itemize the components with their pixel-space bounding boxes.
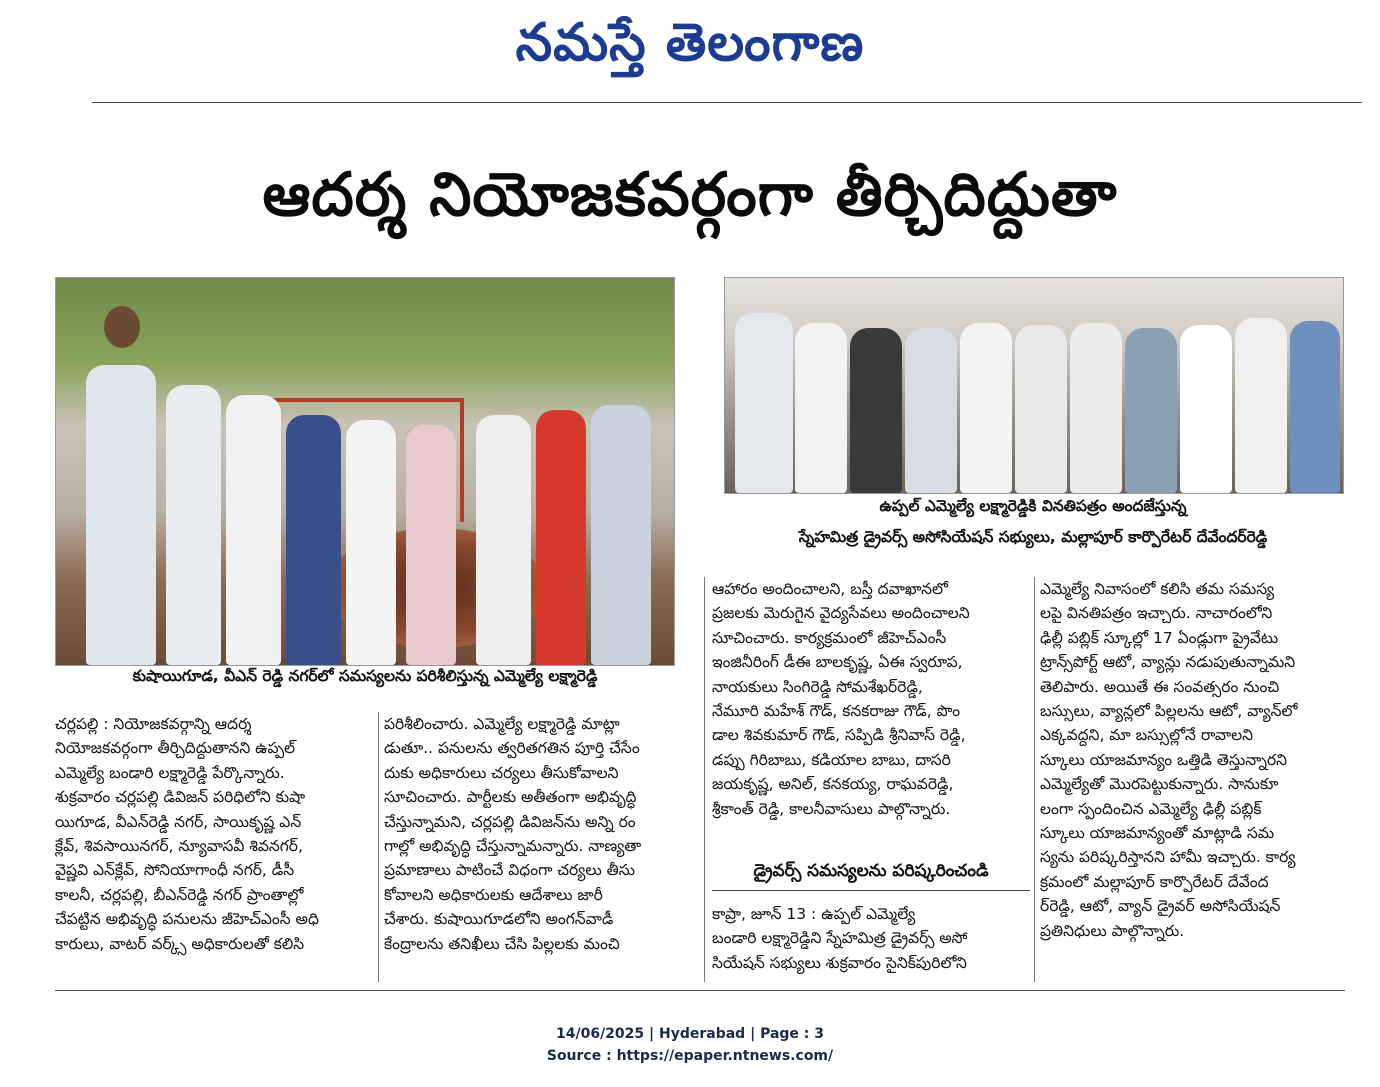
- article-column-1: [55, 712, 373, 956]
- text-line: నాయకులు సింగిరెడ్డి సోమశేఖర్‌రెడ్డి,: [712, 677, 923, 696]
- text-line: ప్రమాణాలు పాటించే విధంగా చర్యలు తీసు: [384, 861, 635, 880]
- text-line: డుతూ.. పనులను త్వరితగతిన పూర్తి చేసేం: [384, 739, 640, 758]
- text-line: ఢిల్లీ పబ్లిక్‌ స్కూల్లో 17 ఏండ్లుగా ప్రైవేటు: [1040, 628, 1279, 647]
- text-line: క్లేవ్‌, శివసాయినగర్‌, న్యూవాసవీ శివనగర్‌,: [55, 837, 303, 856]
- person-shape: [476, 415, 531, 665]
- person-shape: [850, 328, 902, 493]
- text-line: ఎక్కవద్దని, మా బస్సుల్లోనే రావాలని: [1040, 726, 1253, 745]
- person-shape: [1290, 321, 1340, 493]
- text-line: బండారి లక్ష్మారెడ్డిని స్నేహమిత్ర డ్రైవర్స్‌ అసో: [712, 929, 968, 948]
- person-shape: [905, 328, 957, 493]
- text-line: ప్రతినిధులు పాల్గొన్నారు.: [1040, 921, 1185, 940]
- text-line: వైష్ణవి ఎన్‌క్లేవ్‌, సోనియాగాంధీ నగర్‌, డీసీ: [55, 861, 295, 880]
- text-line: ఎమ్మెల్యే బండారి లక్ష్మారెడ్డి పేర్కొన్నారు.: [55, 763, 285, 782]
- text-line: తెలిపారు. అయితే ఈ సంవత్సరం నుంచి: [1040, 677, 1280, 696]
- text-line: నియోజకవర్గంగా తీర్చిదిద్దుతానని ఉప్పల్‌: [55, 739, 296, 758]
- person-head-shape: [104, 306, 140, 348]
- text-line: చర్లపల్లి : నియోజకవర్గాన్ని ఆదర్శ: [55, 715, 252, 733]
- person-shape: [536, 410, 586, 665]
- person-shape: [1125, 328, 1177, 493]
- person-shape: [1015, 325, 1067, 493]
- article-headline: ఆదర్శ నియోజకవర్గంగా తీర్చిదిద్దుతా: [262, 160, 1118, 230]
- text-line: డప్పు గిరిబాబు, కడియాల బాబు, దాసరి: [712, 750, 951, 769]
- text-line: క్రమంలో మల్లాపూర్‌ కార్పొరేటర్‌ దేవేంద: [1040, 872, 1269, 891]
- text-line: కేంద్రాలను తనిఖీలు చేసి పిల్లలకు మంచి: [384, 934, 620, 953]
- person-shape: [960, 323, 1012, 493]
- person-shape: [591, 405, 651, 665]
- text-line: ప్రజలకు మెరుగైన వైద్యసేవలు అందించాలని: [712, 604, 970, 623]
- person-shape: [286, 415, 341, 665]
- column-divider: [704, 577, 705, 982]
- footer-date-page: 14/06/2025 | Hyderabad | Page : 3: [555, 1026, 825, 1042]
- masthead-rule: [92, 102, 1362, 103]
- column-divider: [378, 712, 379, 982]
- text-line: కాలనీ, చర్లపల్లి, బీఎన్‌రెడ్డి నగర్‌ ప్రాంతాల్లో: [55, 885, 304, 904]
- sub-headline-rule: [712, 890, 1030, 891]
- text-line: చేస్తున్నామని, చర్లపల్లి డివిజన్‌ను అన్ని రం: [384, 812, 636, 831]
- person-shape: [226, 395, 281, 665]
- photo-inspection: [55, 277, 675, 666]
- photo1-caption: కుషాయిగూడ, వీఎన్‌ రెడ్డి నగర్‌లో సమస్యలను పరిశీలిస్తున్న ఎమ్మెల్యే లక్ష్మారెడ్డి: [132, 667, 598, 685]
- text-line: స్కూలు యాజమాన్యంతో మాట్లాడి సమ: [1040, 824, 1275, 843]
- text-line: సూచించారు. పార్టీలకు అతీతంగా అభివృద్ధి: [384, 788, 637, 807]
- text-line: పరిశీలించారు. ఎమ్మెల్యే లక్ష్మారెడ్డి మాట్లా: [384, 715, 620, 733]
- text-line: చేశారు. కుషాయిగూడలోని అంగన్‌వాడీ: [384, 910, 614, 929]
- person-shape: [735, 313, 793, 493]
- text-line: బస్సులు, వ్యాన్లలో పిల్లలను ఆటో, వ్యాన్‌లో: [1040, 702, 1298, 721]
- text-line: ర్‌రెడ్డి, ఆటో, వ్యాన్‌ డ్రైవర్‌ అసోసియేషన్‌: [1040, 897, 1281, 916]
- text-line: స్యను పరిష్కరిస్తానని హామీ ఇచ్చారు. కార్య: [1040, 848, 1296, 867]
- text-line: ఆహారం అందించాలని, బస్తీ దవాఖానలో: [712, 580, 948, 598]
- text-line: యిగూడ, వీఎన్‌రెడ్డి నగర్‌, సాయికృష్ణ ఎన్‌: [55, 812, 302, 831]
- text-line: శ్రీకాంత్‌ రెడ్డి, కాలనీవాసులు పాల్గొన్నారు.: [712, 799, 951, 818]
- article-column-3b: [712, 902, 1030, 975]
- text-line: దుకు అధికారులు చర్యలు తీసుకోవాలని: [384, 763, 619, 782]
- person-shape: [1180, 325, 1232, 493]
- text-line: ఎమ్మెల్యేతో మొరపెట్టుకున్నారు. సానుకూ: [1040, 775, 1279, 794]
- newspaper-masthead: నమస్తే తెలంగాణ: [515, 12, 865, 73]
- text-line: సియేషన్‌ సభ్యులు శుక్రవారం సైనిక్‌పురిలోని: [712, 953, 967, 972]
- text-line: కోవాలని అధికారులకు ఆదేశాలు జారీ: [384, 885, 603, 904]
- article-column-4: [1040, 577, 1345, 943]
- sub-headline: డ్రైవర్స్‌ సమస్యలను పరిష్కరించండి: [753, 861, 989, 881]
- text-line: ట్రాన్స్‌పోర్ట్‌ ఆటో, వ్యాన్లు నడుపుతున్నామని: [1040, 653, 1296, 672]
- person-shape: [1235, 318, 1287, 493]
- column-divider: [1034, 577, 1035, 982]
- text-line: ఇంజినీరింగ్‌ డీఈ బాలకృష్ణ, ఏఈ స్వరూప,: [712, 653, 963, 672]
- text-line: జయకృష్ణ, అనిల్‌, కనకయ్య, రాఘవరెడ్డి,: [712, 775, 954, 794]
- text-line: లంగా స్పందించిన ఎమ్మెల్యే ఢిల్లీ పబ్లిక్‌: [1040, 799, 1262, 818]
- footer-source: Source : https://epaper.ntnews.com/: [546, 1048, 834, 1064]
- article-column-2: [384, 712, 694, 956]
- article-column-3: [712, 577, 1030, 821]
- text-line: సూచించారు. కార్యక్రమంలో జీహెచ్‌ఎంసీ: [712, 628, 947, 647]
- text-line: కాప్రా, జూన్‌ 13 : ఉప్పల్‌ ఎమ్మెల్యే: [712, 905, 916, 923]
- person-shape: [406, 425, 456, 665]
- text-line: ఎమ్మెల్యే నివాసంలో కలిసి తమ సమస్య: [1040, 580, 1275, 598]
- text-line: చేపట్టిన అభివృద్ధి పనులను జీహెచ్‌ఎంసీ అధి: [55, 910, 319, 929]
- photo2-caption-line2: స్నేహమిత్ర డ్రైవర్స్‌ అసోసియేషన్‌ సభ్యులు, మల్లాపూర్‌ కార్పొరేటర్‌ దేవేందర్‌రెడ్డి: [798, 528, 1268, 546]
- person-shape: [795, 323, 847, 493]
- text-line: లపై వినతిపత్రం ఇచ్చారు. నాచారంలోని: [1040, 604, 1273, 623]
- person-shape: [1070, 323, 1122, 493]
- text-line: గాల్లో అభివృద్ధి చేస్తున్నామన్నారు. నాణ్యతా: [384, 837, 642, 856]
- text-line: స్కూలు యాజమాన్యం ఒత్తిడి తెస్తున్నారని: [1040, 750, 1288, 769]
- footer-rule: [55, 990, 1345, 991]
- person-shape: [166, 385, 221, 665]
- text-line: కారులు, వాటర్‌ వర్క్స్‌ అధికారులతో కలిసి: [55, 934, 305, 953]
- person-shape: [86, 365, 156, 665]
- text-line: నేమూరి మహేశ్‌ గౌడ్‌, కనకరాజు గౌడ్‌, పొం: [712, 702, 961, 721]
- text-line: శుక్రవారం చర్లపల్లి డివిజన్‌ పరిధిలోని కుషా: [55, 788, 306, 807]
- text-line: డాల శివకుమార్‌ గౌడ్‌, సప్పిడి శ్రీనివాస్‌ రెడ్డి,: [712, 726, 966, 745]
- person-shape: [346, 420, 396, 665]
- photo-memorandum: [724, 277, 1344, 494]
- photo2-caption-line1: ఉప్పల్‌ ఎమ్మెల్యే లక్ష్మారెడ్డికి వినతిపత్రం అందజేస్తున్న: [879, 497, 1187, 515]
